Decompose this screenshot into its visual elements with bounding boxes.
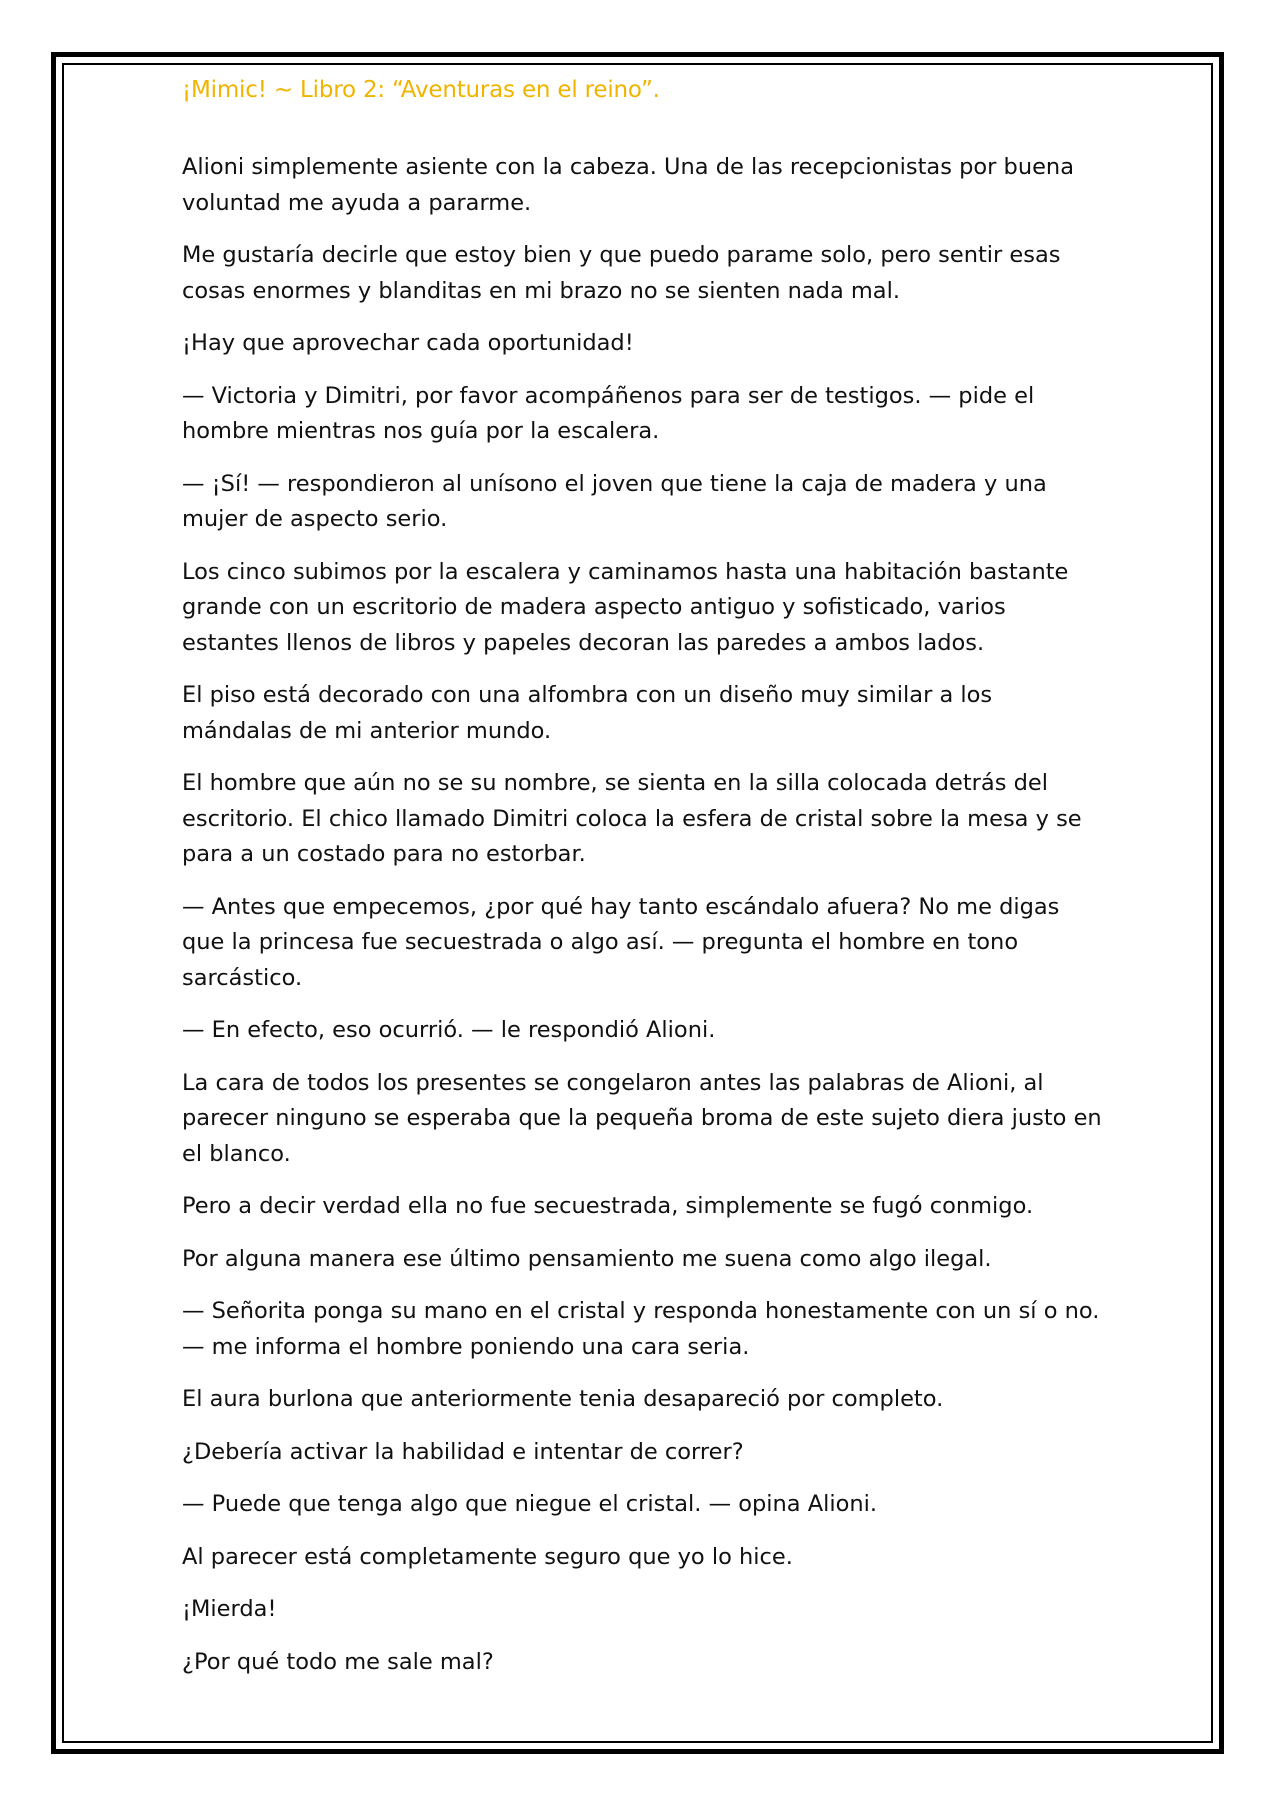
paragraph: Los cinco subimos por la escalera y caminamos hasta una habitación bastante grande con un escritorio de madera aspecto antiguo y sofisticado, varios estantes llenos de libros y papeles decoran las paredes a ambos lados.	[182, 558, 1069, 656]
paragraph: El hombre que aún no se su nombre, se sienta en la silla colocada detrás del escritorio. El chico llamado Dimitri coloca la esfera de cristal sobre la mesa y se para a un costado para no estorbar.	[182, 770, 1082, 867]
running-header: ¡Mimic! ~ Libro 2: “Aventuras en el reino”.	[182, 77, 660, 103]
paragraph: — Antes que empecemos, ¿por qué hay tanto escándalo afuera? No me digas que la princesa fue secuestrada o algo así. — pregunta el hombre en tono sarcástico.	[182, 893, 1060, 991]
paragraph: — Señorita ponga su mano en el cristal y responda honestamente con un sí o no. — me informa el hombre poniendo una cara seria.	[182, 1298, 1100, 1360]
paragraph: Al parecer está completamente seguro que yo lo hice.	[182, 1543, 793, 1570]
paragraph: ¡Hay que aprovechar cada oportunidad!	[182, 330, 634, 356]
paragraph: El piso está decorado con una alfombra con un diseño muy similar a los mándalas de mi anterior mundo.	[182, 682, 993, 744]
paragraph: Por alguna manera ese último pensamiento me suena como algo ilegal.	[182, 1245, 992, 1272]
paragraph: El aura burlona que anteriormente tenia desapareció por completo.	[182, 1386, 944, 1412]
paragraph: ¿Por qué todo me sale mal?	[182, 1648, 494, 1675]
paragraph: — Victoria y Dimitri, por favor acompáñenos para ser de testigos. — pide el hombre mientras nos guía por la escalera.	[182, 382, 1035, 444]
paragraph: — Puede que tenga algo que niegue el cristal. — opina Alioni.	[182, 1491, 878, 1517]
paragraph: ¡Mierda!	[182, 1596, 277, 1622]
paragraph: Me gustaría decirle que estoy bien y que puedo parame solo, pero sentir esas cosas enormes y blanditas en mi brazo no se sienten nada mal.	[182, 242, 1061, 304]
paragraph: Pero a decir verdad ella no fue secuestrada, simplemente se fugó conmigo.	[182, 1193, 1034, 1219]
paragraph: ¿Debería activar la habilidad e intentar de correr?	[182, 1438, 744, 1465]
paragraph: La cara de todos los presentes se congelaron antes las palabras de Alioni, al parecer ninguno se esperaba que la pequeña broma de este sujeto diera justo en el blanco.	[182, 1069, 1102, 1167]
paragraph: Alioni simplemente asiente con la cabeza. Una de las recepcionistas por buena voluntad me ayuda a pararme.	[182, 154, 1074, 216]
body-text	[182, 150, 1102, 1697]
paragraph: — ¡Sí! — respondieron al unísono el joven que tiene la caja de madera y una mujer de aspecto serio.	[182, 470, 1047, 532]
paragraph: — En efecto, eso ocurrió. — le respondió Alioni.	[182, 1017, 716, 1043]
